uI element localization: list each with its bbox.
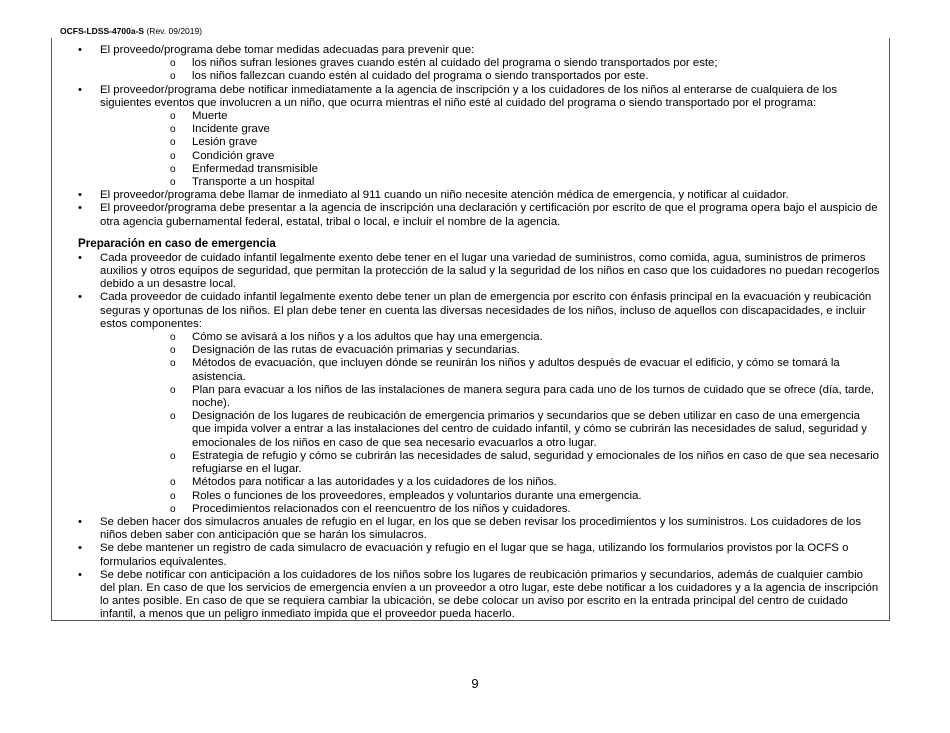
sub-list-item: o Estrategia de refugio y cómo se cubrirán las necesidades de salud, seguridad y emocionales de los niños en caso de que sea necesario refugiarse en el lugar. — [100, 450, 881, 476]
sub-list — [100, 110, 881, 189]
sub-list-item: o Incidente grave — [100, 123, 881, 136]
sub-list-item: o Designación de las rutas de evacuación primarias y secundarias. — [100, 344, 881, 357]
form-header — [60, 26, 202, 36]
requirements-list — [52, 44, 889, 229]
list-item — [52, 569, 889, 622]
content-box — [51, 38, 890, 621]
list-item-text: Cada proveedor de cuidado infantil legalmente exento debe tener un plan de emergencia por escrito con énfasis principal en la evacuación y reubicación seguras y oportunas de los niños. El plan debe tener en cuenta las diversas necesidades de los niños, incluso de aquellos con discapacidades, e incluir estos componentes: — [100, 291, 872, 330]
form-id: OCFS-LDSS-4700a-S — [60, 26, 145, 36]
list-item — [52, 291, 889, 515]
sub-list-item: o Métodos para notificar a las autoridades y a los cuidadores de los niños. — [100, 476, 881, 489]
sub-list-item: o los niños sufran lesiones graves cuando estén al cuidado del programa o siendo transportados por este; — [100, 57, 881, 70]
sub-list-item: o Roles o funciones de los proveedores, empleados y voluntarios durante una emergencia. — [100, 490, 881, 503]
list-item — [52, 84, 889, 190]
emergency-list — [52, 252, 889, 622]
list-item — [52, 252, 889, 292]
sub-list-item: o Transporte a un hospital — [100, 176, 881, 189]
list-item — [52, 44, 889, 84]
sub-list-item: o Plan para evacuar a los niños de las instalaciones de manera segura para cada uno de los turnos de cuidado que se ofrece (día, tarde, noche). — [100, 384, 881, 410]
sub-list-item: o Enfermedad transmisible — [100, 163, 881, 176]
sub-list — [100, 331, 881, 516]
sub-list — [100, 57, 881, 83]
list-item — [52, 189, 889, 202]
sub-list-item: o Condición grave — [100, 150, 881, 163]
section-title: Preparación en caso de emergencia — [78, 236, 276, 250]
list-item-text: El proveedor/programa debe presentar a la agencia de inscripción una declaración y certificación por escrito de que el programa opera bajo el auspicio de otra agencia gubernamental federal, estatal, tribal o local, e incluir el nombre de la agencia. — [100, 202, 878, 228]
list-item-text: Se debe mantener un registro de cada simulacro de evacuación y refugio en el lugar que se haga, utilizando los formularios provistos por la OCFS o formularios equivalentes. — [100, 542, 849, 568]
list-item — [52, 516, 889, 542]
list-item-text: Se debe notificar con anticipación a los cuidadores de los niños sobre los lugares de reubicación primarios y secundarios, además de cualquier cambio del plan. En caso de que los servicios de emergencia envíen a un proveedor a otro lugar, este debe notificar a los cuidadores y a la agencia de inscripción lo antes posible. En caso de que se requiera cambiar la ubicación, se debe colocar un aviso por escrito en la entrada principal del centro de cuidado infantil, a menos que un peligro inmediato impida que el proveedor pueda hacerlo. — [100, 568, 879, 621]
sub-list-item: o Métodos de evacuación, que incluyen dónde se reunirán los niños y adultos después de evacuar el edificio, y cómo se tomará la asistencia. — [100, 357, 881, 383]
page-number: 9 — [471, 676, 479, 691]
sub-list-item: o Lesión grave — [100, 136, 881, 149]
list-item — [52, 542, 889, 568]
list-item — [52, 202, 889, 228]
sub-list-item: o Designación de los lugares de reubicación de emergencia primarios y secundarios que se deben utilizar en caso de una emergencia que impida volver a entrar a las instalaciones del centro de cuidado infantil, y cómo se cubrirán las necesidades de salud, seguridad y emocionales de los niños en caso de que sea necesario evacuarlos a otro lugar. — [100, 410, 881, 450]
list-item-text: El proveedo/programa debe tomar medidas adecuadas para prevenir que: — [100, 44, 475, 56]
sub-list-item: o Procedimientos relacionados con el reencuentro de los niños y cuidadores. — [100, 503, 881, 516]
form-revision: (Rev. 09/2019) — [146, 26, 203, 36]
sub-list-item: o Muerte — [100, 110, 881, 123]
list-item-text: El proveedor/programa debe llamar de inmediato al 911 cuando un niño necesite atención médica de emergencia, y notificar al cuidador. — [100, 189, 789, 202]
list-item-text: Se deben hacer dos simulacros anuales de refugio en el lugar, en los que se deben revisar los procedimientos y los suministros. Los cuidadores de los niños deben saber con anticipación que se harán los simulacros. — [100, 515, 862, 542]
list-item-text: Cada proveedor de cuidado infantil legalmente exento debe tener en el lugar una variedad de suministros, como comida, agua, suministros de primeros auxilios y otros equipos de seguridad, que permitan la protección de la salud y la seguridad de los niños en caso que los cuidadores no puedan recogerlos debido a un desastre local. — [100, 251, 880, 291]
sub-list-item: o los niños fallezcan cuando estén al cuidado del programa o siendo transportados por este. — [100, 70, 881, 83]
sub-list-item: o Cómo se avisará a los niños y a los adultos que hay una emergencia. — [100, 331, 881, 344]
list-item-text: El proveedor/programa debe notificar inmediatamente a la agencia de inscripción y a los cuidadores de los niños al enterarse de cualquiera de los siguientes eventos que involucren a un niño, que ocurra mientras el niño esté al cuidado del programa o siendo transportado por el programa: — [100, 83, 838, 109]
